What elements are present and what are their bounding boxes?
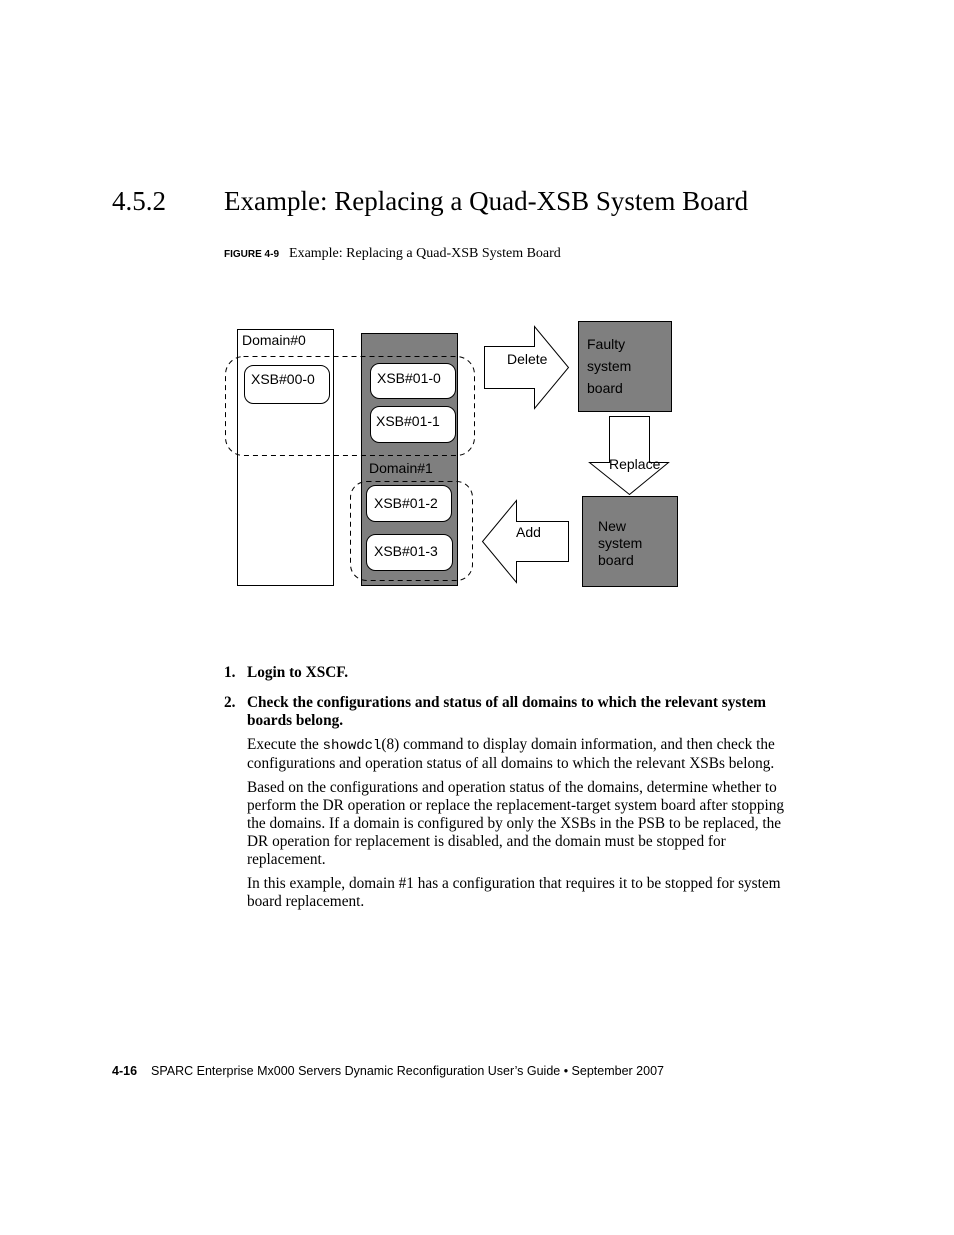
faulty-board-line-1: Faulty [587, 336, 626, 352]
new-board-line-2: system [598, 535, 643, 551]
paragraph-text: (8) command to display domain information, and then check the configurations and operation status of all domains to which the relevant XSBs belong. [247, 736, 775, 772]
new-board-line-3: board [598, 552, 634, 568]
page-number: 4-16 [112, 1064, 138, 1078]
xsb-00-0-label: XSB#00-0 [251, 371, 315, 387]
domain0-label: Domain#0 [242, 332, 306, 348]
delete-label: Delete [507, 351, 548, 367]
faulty-board-line-2: system [587, 358, 632, 374]
paragraph-text: Execute the [247, 736, 323, 753]
xsb-01-1-label: XSB#01-1 [376, 413, 440, 429]
xsb-01-0-label: XSB#01-0 [377, 370, 441, 386]
step-number: 2. [224, 694, 236, 711]
step-number: 1. [224, 664, 236, 681]
step-paragraph: Based on the configurations and operation status of the domains, determine whether to perform the DR operation or replace the replacement-target system board after stopping the domains. If a domain is configured by only the XSBs in the PSB to be replaced, the DR operation for replacement is disabled, and the domain must be stopped for replacement. [247, 779, 785, 868]
step-paragraph [247, 736, 794, 773]
page-footer [112, 1064, 664, 1078]
add-arrow [483, 501, 569, 583]
replace-label: Replace [609, 456, 661, 472]
faulty-board-line-3: board [587, 380, 623, 396]
xsb-01-2-label: XSB#01-2 [374, 495, 438, 511]
figure-label: FIGURE 4-9 [224, 249, 280, 260]
footer-text: SPARC Enterprise Mx000 Servers Dynamic Reconfiguration User’s Guide • September 2007 [151, 1064, 664, 1078]
section-title: Example: Replacing a Quad-XSB System Board [224, 186, 749, 216]
figure-caption-text: Example: Replacing a Quad-XSB System Board [289, 246, 561, 261]
section-number: 4.5.2 [112, 186, 166, 216]
step-2 [224, 694, 794, 911]
step-paragraph: In this example, domain #1 has a configuration that requires it to be stopped for system board replacement. [247, 875, 781, 910]
procedure-steps [224, 664, 794, 911]
domain1-label: Domain#1 [369, 460, 433, 476]
new-board-line-1: New [598, 518, 627, 534]
xsb-01-3-label: XSB#01-3 [374, 543, 438, 559]
add-label: Add [516, 524, 541, 540]
step-title: Login to XSCF. [247, 664, 349, 681]
command-name: showdcl [322, 738, 382, 754]
step-title: Check the configurations and status of all domains to which the relevant system boards belong. [247, 694, 766, 729]
delete-arrow [485, 327, 569, 409]
step-1 [224, 664, 794, 682]
